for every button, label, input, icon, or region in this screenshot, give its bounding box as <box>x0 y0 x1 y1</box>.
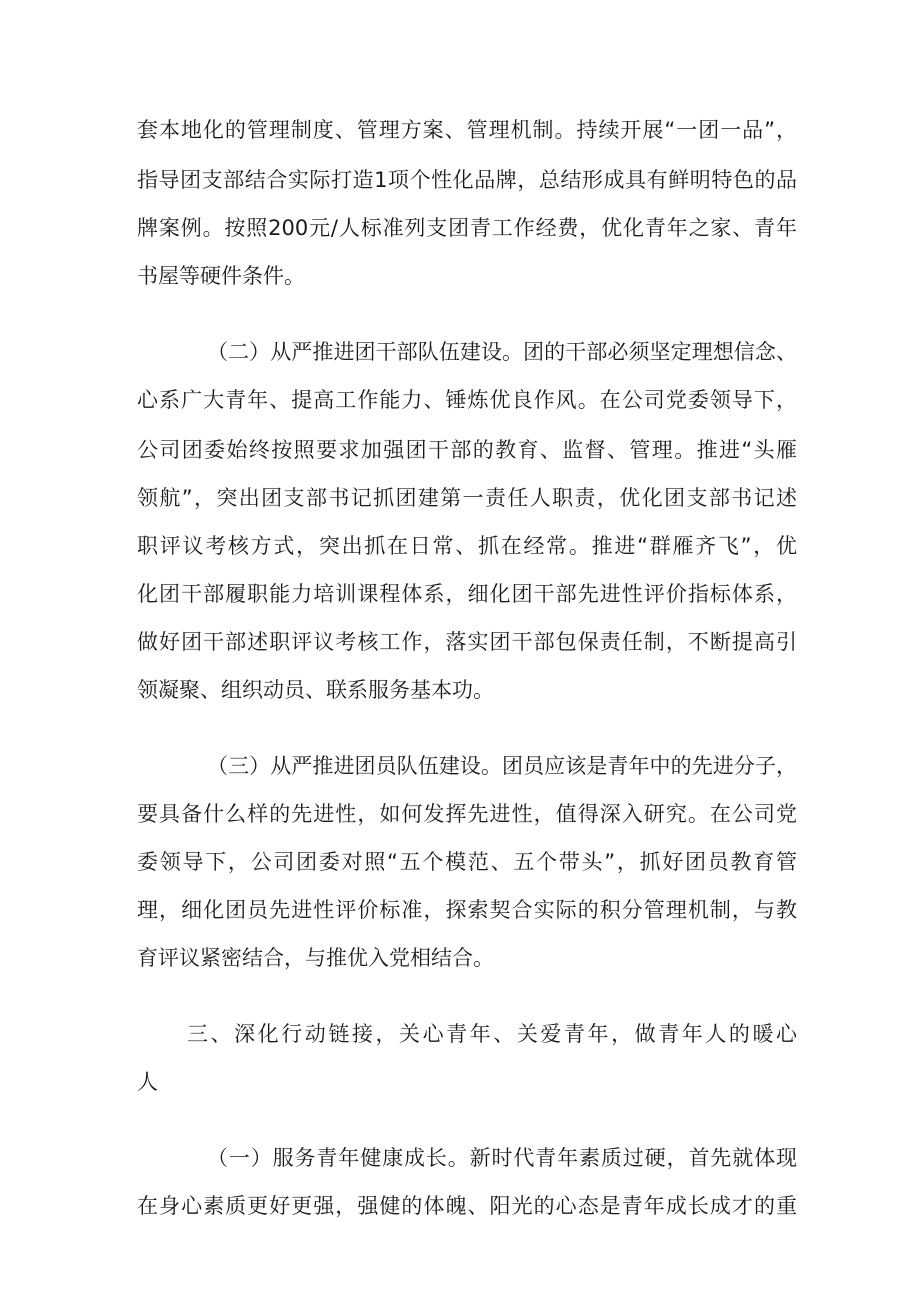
section-heading: 三、深化行动链接，关心青年、关爱青年，做青年人的暖心 <box>187 1022 797 1046</box>
section-heading-continued: 人 <box>137 1070 158 1094</box>
text-line: 牌案例。按照200元/人标准列支团青工作经费，优化青年之家、青年 <box>137 216 797 240</box>
text-line: 育评议紧密结合，与推优入党相结合。 <box>137 946 494 970</box>
text-line: 指导团支部结合实际打造1项个性化品牌，总结形成具有鲜明特色的品 <box>137 168 797 192</box>
text-line: 领航”，突出团支部书记抓团建第一责任人职责，优化团支部书记述 <box>137 486 797 510</box>
text-line: 化团干部履职能力培训课程体系，细化团干部先进性评价指标体系， <box>137 582 797 606</box>
text-line: 心系广大青年、提高工作能力、锤炼优良作风。在公司党委领导下， <box>137 388 797 412</box>
paragraph-first-line: （一）服务青年健康成长。新时代青年素质过硬，首先就体现 <box>207 1146 797 1170</box>
text-line: 领凝聚、组织动员、联系服务基本功。 <box>137 678 494 702</box>
text-line: 委领导下，公司团委对照“五个模范、五个带头”，抓好团员教育管 <box>137 850 797 874</box>
text-line: 职评议考核方式，突出抓在日常、抓在经常。推进“群雁齐飞”，优 <box>137 534 797 558</box>
text-line: 要具备什么样的先进性，如何发挥先进性，值得深入研究。在公司党 <box>137 802 797 826</box>
text-line: 理，细化团员先进性评价标准，探索契合实际的积分管理机制，与教 <box>137 898 797 922</box>
text-line: 书屋等硬件条件。 <box>137 264 305 288</box>
text-line: 做好团干部述职评议考核工作，落实团干部包保责任制，不断提高引 <box>137 630 797 654</box>
paragraph-first-line: （二）从严推进团干部队伍建设。团的干部必须坚定理想信念、 <box>207 340 797 364</box>
text-line: 公司团委始终按照要求加强团干部的教育、监督、管理。推进“头雁 <box>137 438 797 462</box>
paragraph-first-line: （三）从严推进团员队伍建设。团员应该是青年中的先进分子， <box>207 754 797 778</box>
text-line: 在身心素质更好更强，强健的体魄、阳光的心态是青年成长成才的重 <box>137 1194 797 1218</box>
text-line: 套本地化的管理制度、管理方案、管理机制。持续开展“一团一品”， <box>137 118 797 142</box>
